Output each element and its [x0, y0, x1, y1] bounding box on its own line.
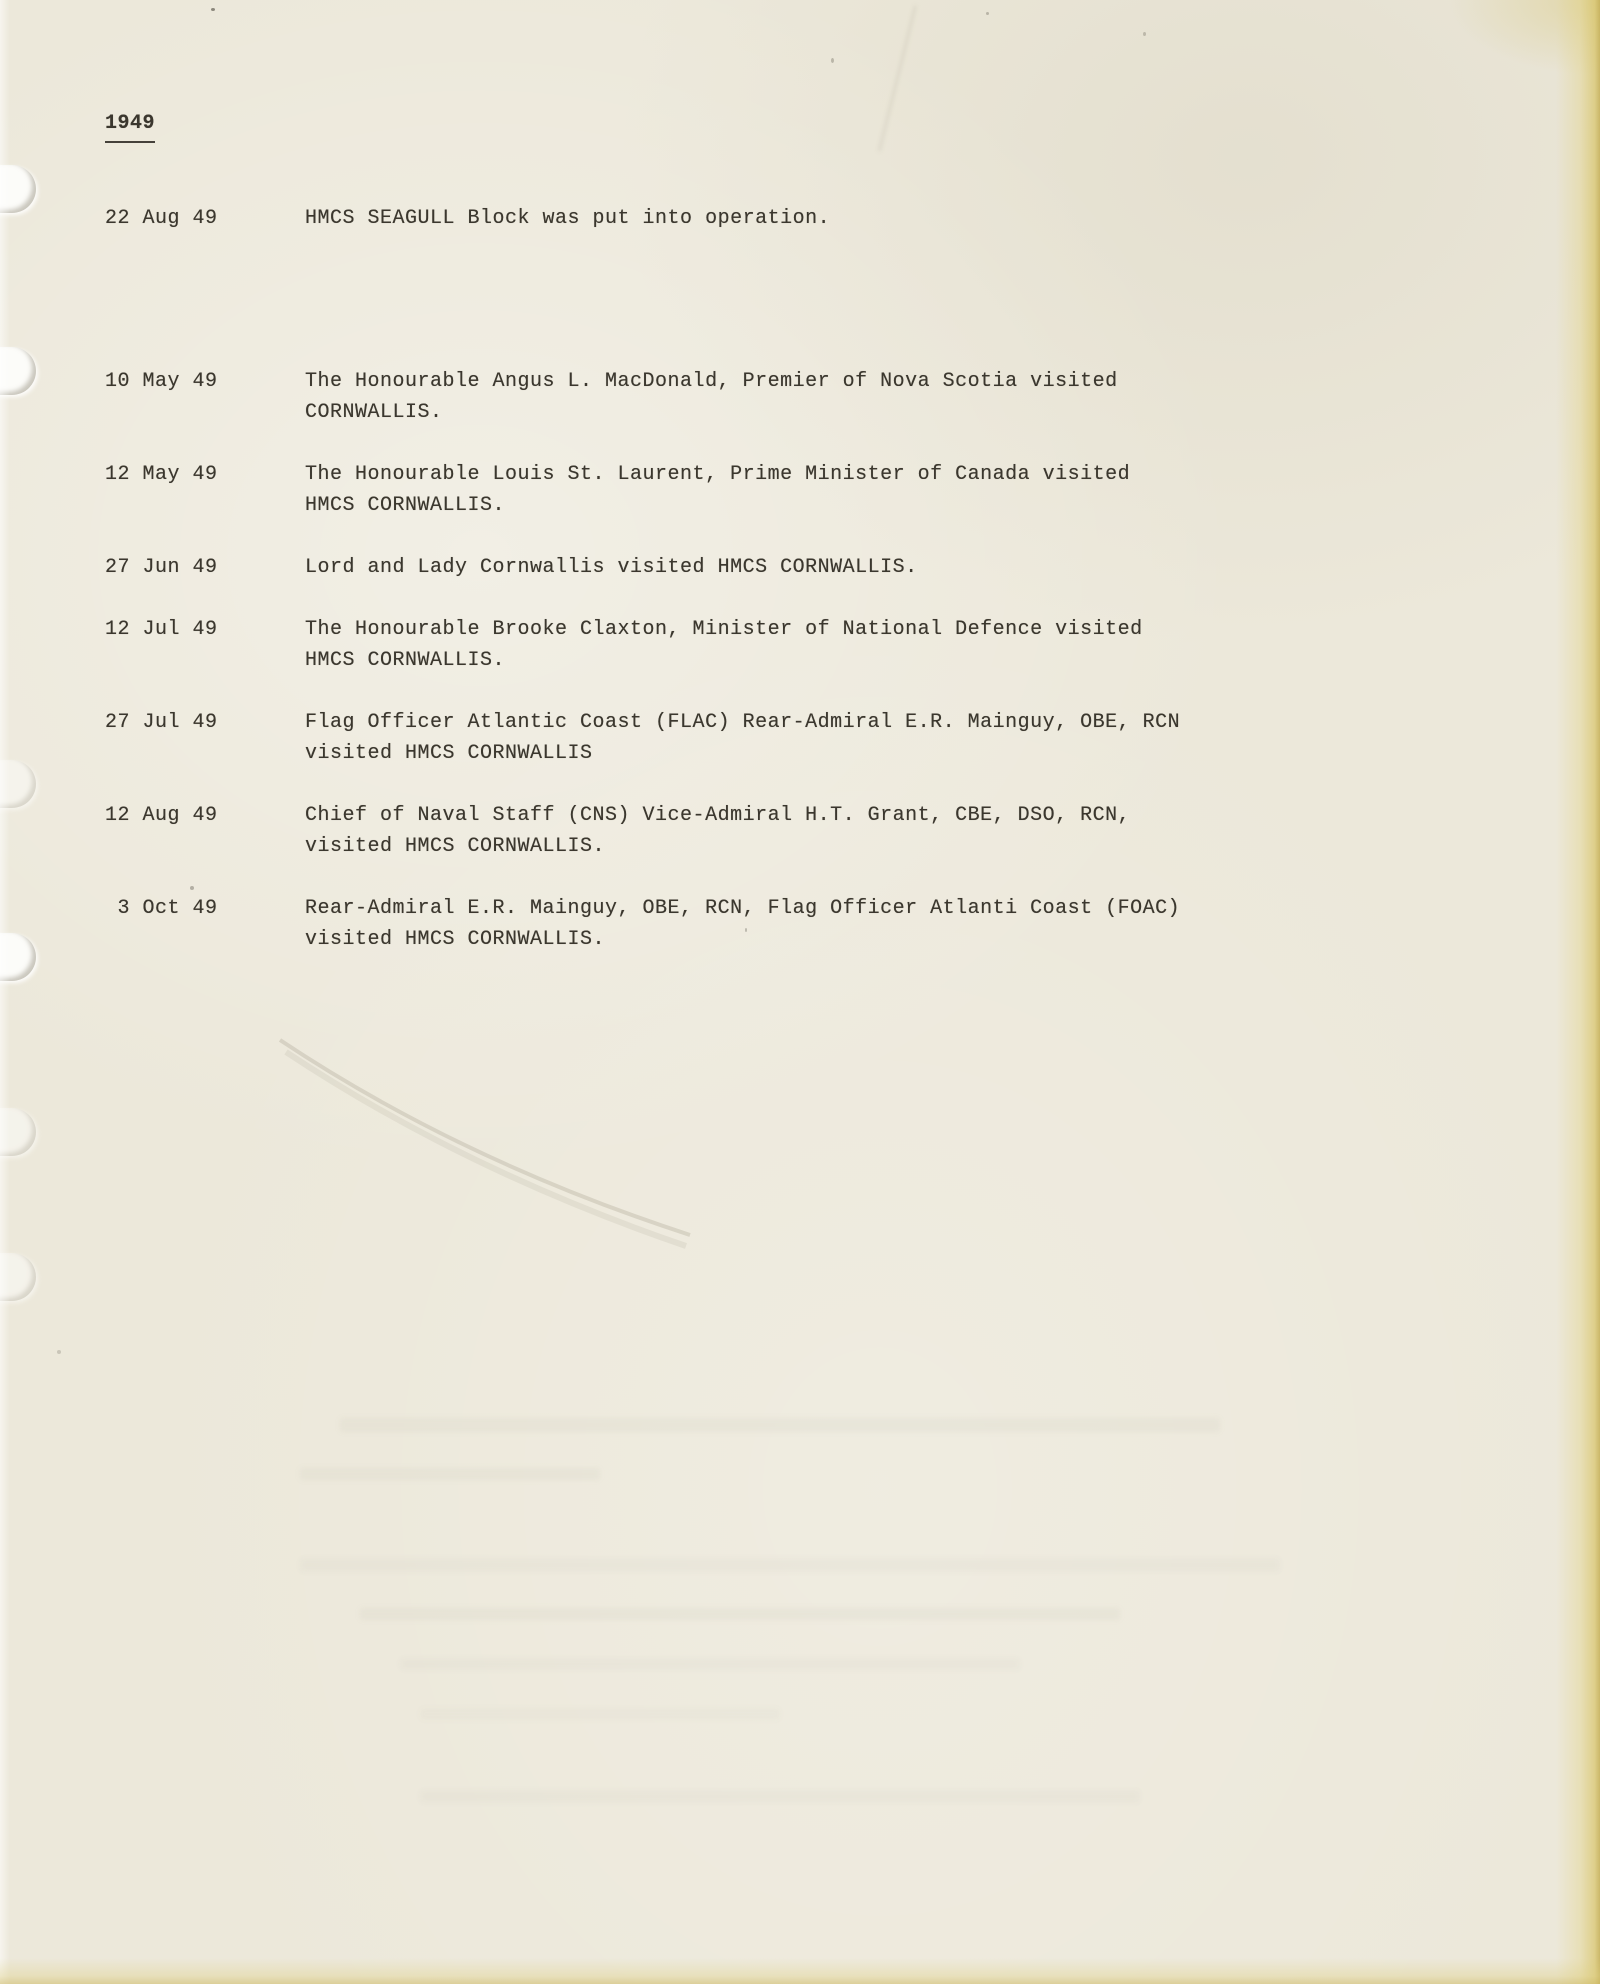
entry-line: HMCS CORNWALLIS.	[305, 494, 506, 517]
entry-description	[305, 552, 1540, 583]
entry-line: The Honourable Louis St. Laurent, Prime Minister of Canada visited	[305, 463, 1131, 486]
event-entry	[105, 614, 1540, 676]
show-through-smudge	[420, 1790, 1140, 1803]
year-heading: 1949	[105, 108, 155, 143]
event-list	[105, 203, 1540, 955]
paper-speck	[831, 58, 834, 63]
show-through-smudge	[400, 1658, 1020, 1670]
entry-date: 27 Jun 49	[105, 556, 218, 579]
event-entry	[105, 552, 1540, 583]
event-entry	[105, 459, 1540, 521]
event-entry	[105, 203, 1540, 234]
entry-description	[305, 707, 1540, 769]
event-entry	[105, 707, 1540, 769]
paper-speck	[745, 928, 747, 932]
event-entry	[105, 366, 1540, 428]
entry-line: CORNWALLIS.	[305, 401, 443, 424]
entry-description	[305, 459, 1540, 521]
event-entry	[105, 800, 1540, 862]
entry-description	[305, 893, 1540, 955]
entry-date: 3 Oct 49	[105, 897, 218, 920]
page-edge-bottom	[0, 1958, 1600, 1984]
paper-speck	[1143, 32, 1146, 36]
paper-speck	[57, 1350, 61, 1354]
entry-description	[305, 203, 1540, 234]
typed-content	[0, 0, 1600, 986]
entry-line: HMCS CORNWALLIS.	[305, 649, 506, 672]
page-edge-right	[1556, 0, 1600, 1984]
entry-line: HMCS SEAGULL Block was put into operation.	[305, 207, 831, 230]
event-entry	[105, 893, 1540, 955]
entry-line: visited HMCS CORNWALLIS.	[305, 835, 606, 858]
entry-line: Flag Officer Atlantic Coast (FLAC) Rear-Admiral E.R. Mainguy, OBE, RCN	[305, 711, 1181, 734]
entry-description	[305, 800, 1540, 862]
entry-date: 12 May 49	[105, 463, 218, 486]
show-through-smudge	[360, 1608, 1120, 1620]
entry-line: Chief of Naval Staff (CNS) Vice-Admiral H.T. Grant, CBE, DSO, RCN,	[305, 804, 1131, 827]
paper-speck	[211, 8, 215, 11]
entry-date: 10 May 49	[105, 370, 218, 393]
entry-line: visited HMCS CORNWALLIS.	[305, 928, 606, 951]
page-edge-left	[0, 0, 10, 1984]
entry-date: 12 Jul 49	[105, 618, 218, 641]
entry-line: Rear-Admiral E.R. Mainguy, OBE, RCN, Flag Officer Atlanti Coast (FOAC)	[305, 897, 1181, 920]
show-through-smudge	[300, 1558, 1280, 1572]
paper-speck	[986, 12, 989, 15]
entry-line: Lord and Lady Cornwallis visited HMCS CORNWALLIS.	[305, 556, 918, 579]
paper-crease	[250, 1010, 710, 1270]
entry-description	[305, 614, 1540, 676]
paper-speck	[190, 886, 194, 890]
entry-line: The Honourable Angus L. MacDonald, Premier of Nova Scotia visited	[305, 370, 1118, 393]
show-through-smudge	[420, 1708, 780, 1720]
entry-date: 27 Jul 49	[105, 711, 218, 734]
entry-description	[305, 366, 1540, 428]
show-through-smudge	[300, 1468, 600, 1480]
entry-date: 22 Aug 49	[105, 207, 218, 230]
show-through-smudge	[340, 1418, 1220, 1432]
entry-line: visited HMCS CORNWALLIS	[305, 742, 593, 765]
entry-line: The Honourable Brooke Claxton, Minister of National Defence visited	[305, 618, 1143, 641]
entry-date: 12 Aug 49	[105, 804, 218, 827]
